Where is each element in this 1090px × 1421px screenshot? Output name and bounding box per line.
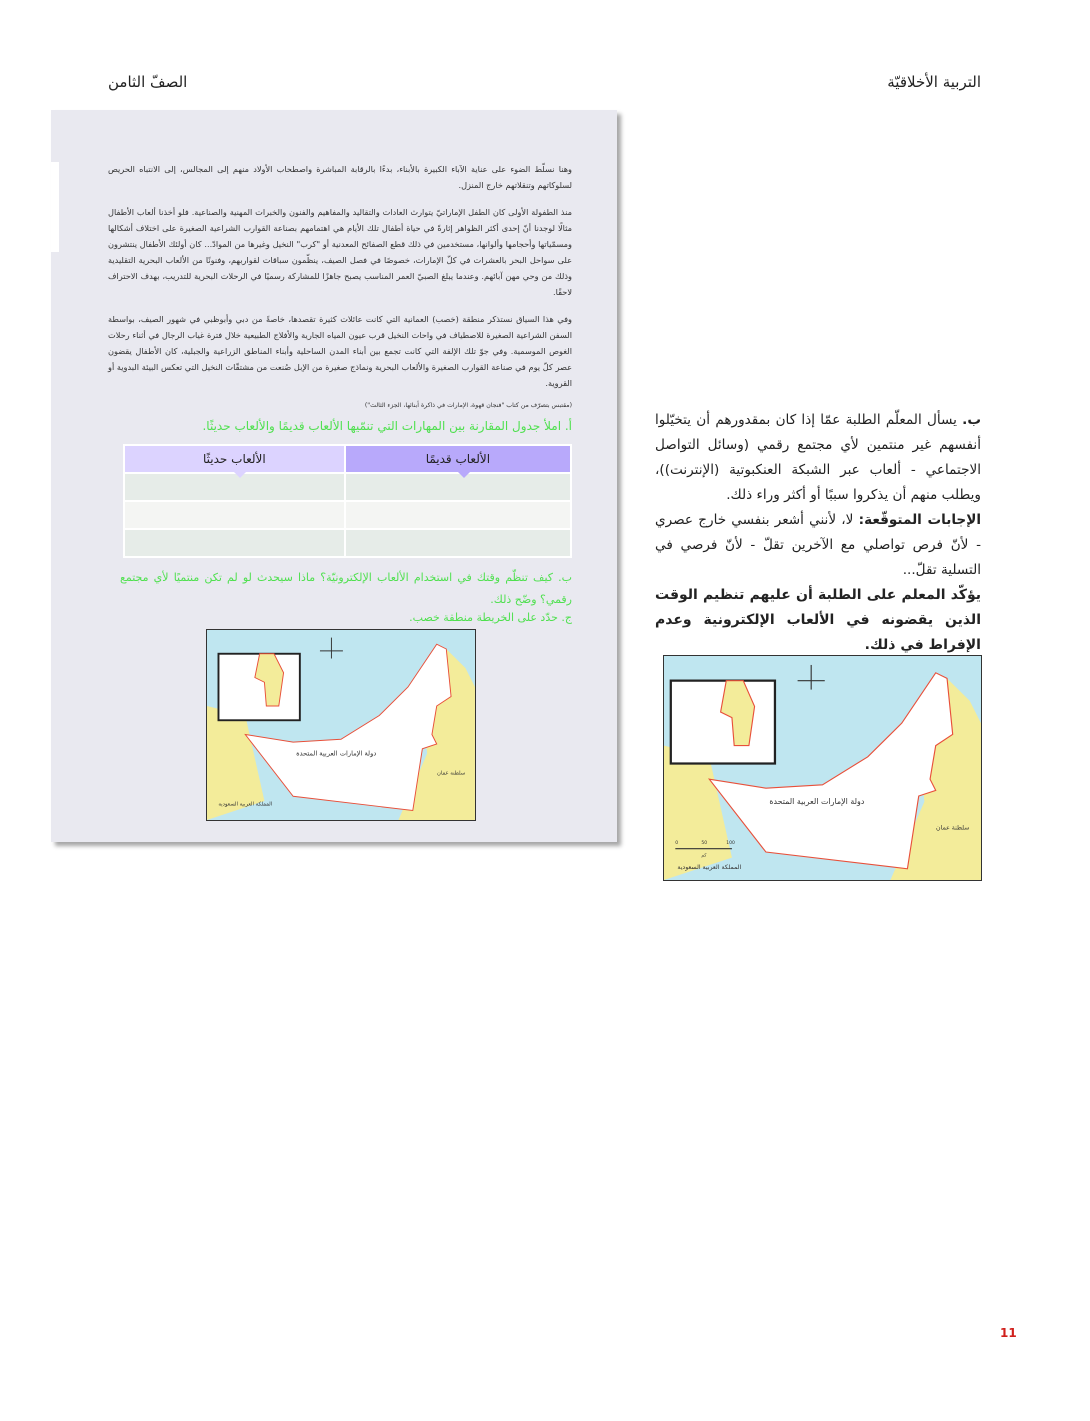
header-old-games: الألعاب قديمًا — [346, 446, 570, 472]
subject-label: التربية الأخلاقيّة — [887, 73, 981, 91]
question-b: ب. كيف تنظّم وقتك في استخدام الألعاب الإلكترونيّة؟ ماذا سيحدث لو لم تكن منتميًا لأي مجتمع رقمي؟ وضّح ذلك. — [120, 571, 572, 606]
table-cell[interactable] — [125, 502, 344, 528]
map-label-uae: دولة الإمارات العربية المتحدة — [296, 749, 377, 758]
item-b-text: يسأل المعلّم الطلبة عمّا إذا كان بمقدورهم أن يتخيّلوا أنفسهم غير منتمين لأي مجتمع رقمي (وسائل التواصل الاجتماعي - ألعاب عبر الشبكة العنكبوتية (الإنترنت))، ويطلب منهم أن يذكروا سببًا أو أكثر وراء ذلك. — [655, 412, 981, 503]
table-cell[interactable] — [346, 530, 570, 556]
expected-answers-label: الإجابات المتوقّعة: — [858, 512, 981, 528]
question-a: أ. املأ جدول المقارنة بين المهارات التي تنمّيها الألعاب قديمًا والألعاب حديثًا. — [202, 419, 572, 433]
map-label-saudi: المملكة العربية السعودية — [218, 801, 273, 808]
uae-map-graphic — [664, 656, 981, 880]
expected-answers-text: لا، لأنني أشعر بنفسي خارج عصري - لأنّ فرص تواصلي مع الآخرين تقلّ - لأنّ فرصي في التسلية تقلّ... — [655, 512, 981, 578]
question-c: ج. حدّد على الخريطة منطقة خصب. — [409, 611, 572, 624]
scale-unit: كم — [701, 853, 707, 859]
grade-label: الصفّ الثامن — [108, 73, 188, 91]
table-cell[interactable] — [346, 502, 570, 528]
scale-tick: 0 — [675, 841, 679, 847]
uae-map-graphic — [207, 630, 475, 820]
comparison-table — [123, 444, 572, 558]
page-number: 11 — [1000, 1326, 1017, 1340]
teacher-note-b — [655, 408, 981, 583]
header-modern-games: الألعاب حديثًا — [125, 446, 344, 472]
scale-tick: 50 — [701, 841, 708, 847]
paragraph-2: منذ الطفولة الأولى كان الطفل الإماراتيّ يتوارث العادات والتقاليد والمفاهيم والفنون والخبرات المهنية والصناعية. فلو أخذنا ألعاب الأطفال مثالًا لوجدنا أنّ إحدى أكثر الظواهر إثارةً في حياة أطفال تلك الأيام هي اهتمامهم بصناعة القوارب الشراعية الصغيرة على اختلاف أشكالها ومسمّياتها وأحجامها وألوانها، مستخدمين في ذلك قطع الصفائح المعدنية أو "كرب" النخيل وغيرها من الموادّ... كان أولئك الأطفال ينتشرون على سواحل البحر بالعشرات في كلّ الإمارات، خصوصًا في فصل الصيف، ينظّمون سباقات لقواربهم، وفنونًا من الألعاب البحرية التقليدية وذلك من وحي مهن آبائهم. وعندما يبلغ الصبيّ العمر المناسب يصبح جاهزًا للمشاركة رسميًا في الرحلات البحرية للتدريب، بهدف الاحتراف لاحقًا. — [108, 207, 572, 297]
uae-map-student — [206, 629, 476, 821]
teacher-emphasis: يؤكّد المعلم على الطلبة أن عليهم تنظيم الوقت الذين يقضونه في الألعاب الإلكترونية وعدم الإفراط في ذلك. — [655, 587, 981, 653]
scale-tick: 100 — [726, 841, 735, 847]
table-cell[interactable] — [125, 530, 344, 556]
map-label-uae: دولة الإمارات العربية المتحدة — [769, 796, 865, 806]
citation: (مقتبس بتصرّف من كتاب "فنجان قهوة، الإمارات في ذاكرة أبنائها، الجزء الثالث") — [364, 402, 572, 409]
item-b-label: ب. — [962, 412, 981, 428]
map-label-oman: سلطنة عمان — [436, 770, 466, 777]
paragraph-1: وهنا نسلّط الضوء على عناية الآباء الكبيرة بالأبناء، بدءًا بالرقابة المباشرة واصطحاب الأولاد منهم إلى المجالس، إلى الانتباه الحريص لسلوكاتهم وتنقلاتهم خارج المنزل. — [108, 164, 572, 190]
map-label-oman: سلطنة عمان — [936, 824, 970, 832]
uae-map-teacher — [663, 655, 982, 881]
panel-notch — [51, 162, 59, 252]
map-label-saudi: المملكة العربية السعودية — [677, 863, 742, 871]
paragraph-3: وفي هذا السياق نستذكر منطقة (خصب) العمانية التي كانت عائلات كثيرة تقصدها، خاصةً من دبي وأبوظبي في شهور الصيف، بواسطة السفن الشراعية الصغيرة للاصطياف في واحات النخيل قرب عيون المياه الجارية والأفلاج الطبيعية خلال فترة غياب الرجال في أثناء رحلات الغوص الموسمية. وفي جوّ تلك الإلفة التي كانت تجمع بين أبناء المدن الساحلية وأبناء المناطق الزراعية والجبلية، كان الأطفال يقضون عصر كلّ يوم في صناعة القوارب الصغيرة والألعاب البحرية ونماذج صغيرة من الإبل صُنعت من مشتقّات النخيل التي تعكس البيئة البدوية أو القروية. — [108, 314, 572, 388]
